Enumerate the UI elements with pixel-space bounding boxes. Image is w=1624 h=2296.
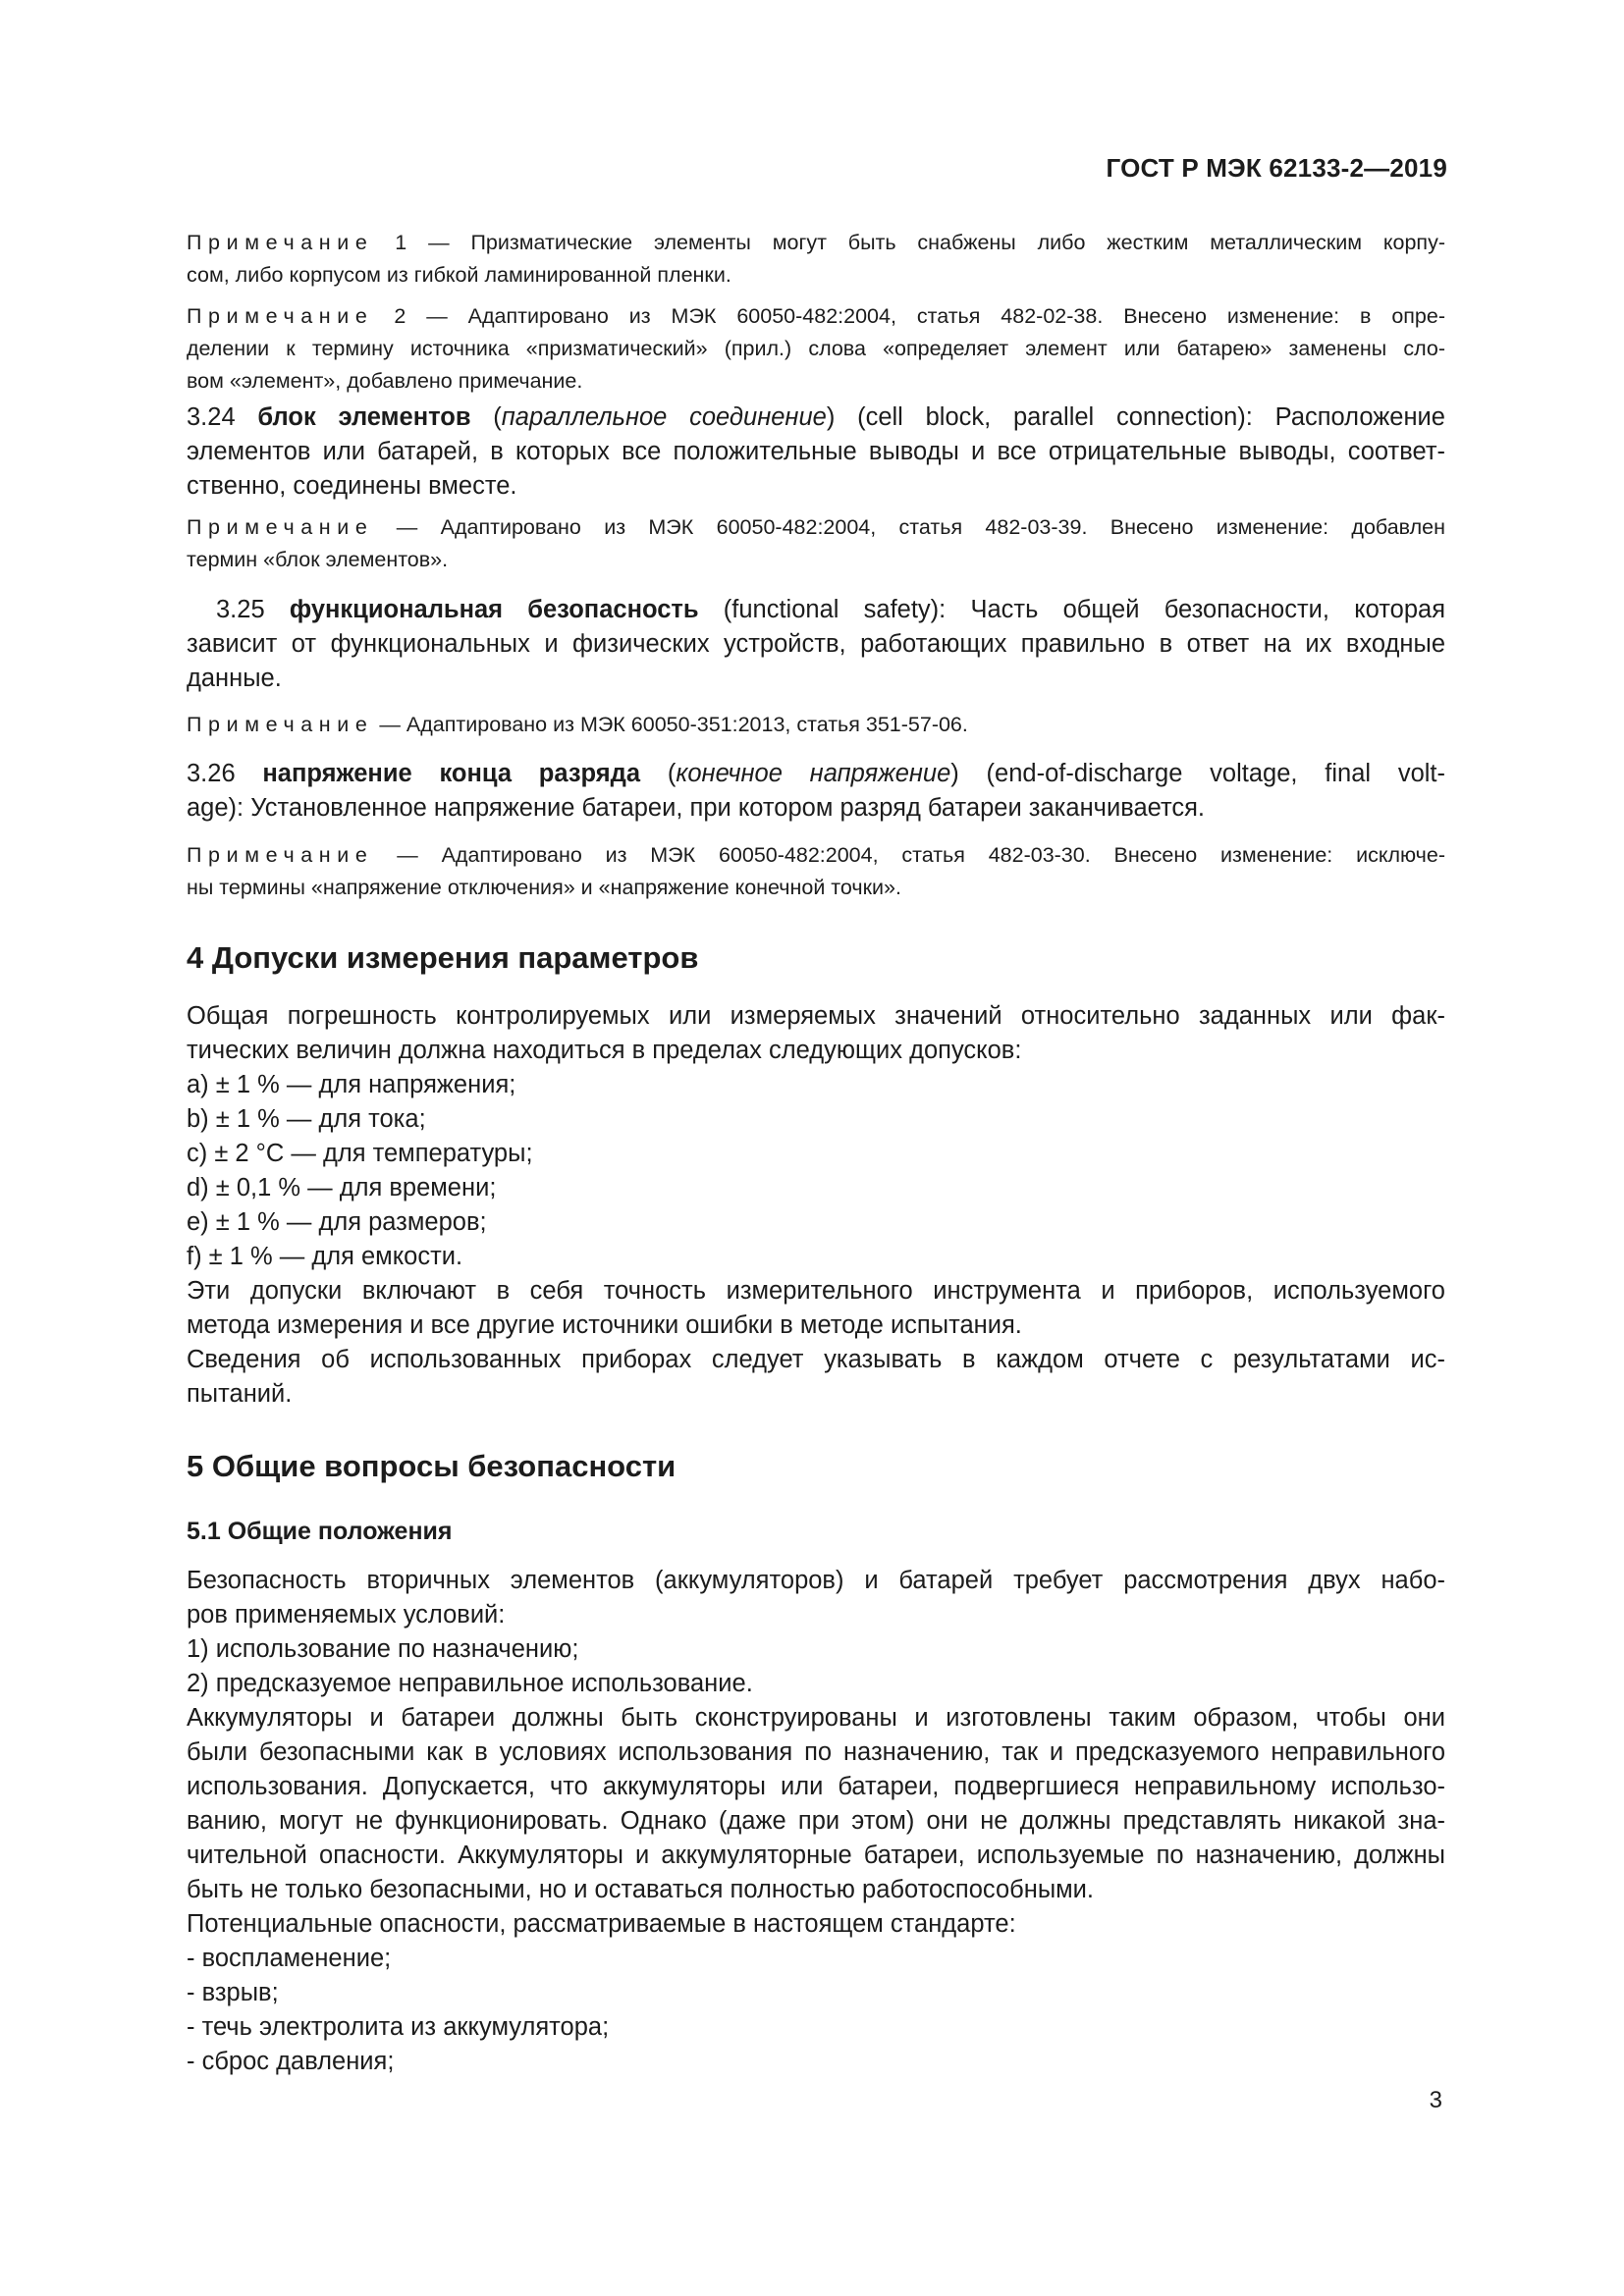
paren: ( [640, 760, 677, 787]
list-item: f) ± 1 % — для емкости. [187, 1243, 463, 1270]
hazard-item: - течь электролита из аккумулятора; [187, 2013, 610, 2041]
section-4-p3-line2: пытаний. [187, 1380, 293, 1408]
section-4-p1-line2: тических величин должна находиться в пределах следующих допусков: [187, 1037, 1022, 1064]
term-number: 3.25 [216, 596, 290, 623]
section-5-p2-line: чительной опасности. Аккумуляторы и аккумуляторные батареи, используемые по назначению, должны [187, 1842, 1445, 1869]
note-2-line3: вом «элемент», добавлено примечание. [187, 369, 583, 393]
note-1-text: 1 — Призматические элементы могут быть снабжены либо жестким металлическим корпу- [373, 231, 1445, 254]
term-3-26 [187, 757, 1445, 826]
section-5-p3: Потенциальные опасности, рассматриваемые в настоящем стандарте: [187, 1910, 1016, 1938]
document-code: ГОСТ Р МЭК 62133-2—2019 [1106, 153, 1447, 183]
note-label: Примечание [187, 843, 374, 867]
note-3-25 [187, 709, 1445, 741]
note-line2: ны термины «напряжение отключения» и «напряжение конечной точки». [187, 876, 901, 899]
note-1-label: Примечание [187, 231, 374, 254]
section-4-body [187, 999, 1445, 1412]
section-5-p2-line: были безопасными как в условиях использования по назначению, так и предсказуемого неправильного [187, 1738, 1445, 1766]
list-item: b) ± 1 % — для тока; [187, 1105, 426, 1133]
page-number: 3 [1429, 2087, 1442, 2113]
note-1-block [187, 227, 1445, 292]
list-item: a) ± 1 % — для напряжения; [187, 1071, 516, 1098]
term-synonym: конечное напряжение [676, 760, 951, 787]
list-item: 2) предсказуемое неправильное использование. [187, 1670, 753, 1697]
note-line2: термин «блок элементов». [187, 548, 449, 571]
hazard-item: - воспламенение; [187, 1945, 392, 1972]
section-5-p2-line: ванию, могут не функционировать. Однако (даже при этом) они не должны представлять никакой зна- [187, 1807, 1445, 1835]
note-2-text: 2 — Адаптировано из МЭК 60050-482:2004, статья 482-02-38. Внесено изменение: в опре- [373, 304, 1445, 328]
note-2-label: Примечание [187, 304, 374, 328]
term-3-25 [187, 593, 1445, 696]
term-text-line3: данные. [187, 665, 282, 692]
section-5-p1-line2: ров применяемых условий: [187, 1601, 506, 1629]
term-text-line3: ственно, соединены вместе. [187, 472, 517, 500]
term-text-line2: зависит от функциональных и физических устройств, работающих правильно в ответ на их входные [187, 630, 1445, 658]
section-5-title: 5 Общие вопросы безопасности [187, 1449, 677, 1483]
term-title: напряжение конца разряда [262, 760, 641, 787]
term-synonym: параллельное соединение [501, 403, 827, 431]
note-text: — Адаптировано из МЭК 60050-482:2004, статья 482-03-30. Внесено изменение: исключе- [373, 843, 1445, 867]
note-text: — Адаптировано из МЭК 60050-351:2013, статья 351-57-06. [373, 713, 968, 736]
term-number: 3.26 [187, 760, 263, 787]
note-3-26 [187, 839, 1445, 904]
section-4-p3-line1: Сведения об использованных приборах следует указывать в каждом отчете с результатами ис- [187, 1346, 1445, 1373]
section-5-p2-line: быть не только безопасными, но и оставаться полностью работоспособными. [187, 1876, 1095, 1903]
section-4-title: 4 Допуски измерения параметров [187, 940, 699, 975]
term-3-24 [187, 400, 1445, 504]
list-item: e) ± 1 % — для размеров; [187, 1208, 487, 1236]
section-5-p1-line1: Безопасность вторичных элементов (аккумуляторов) и батарей требует рассмотрения двух набо- [187, 1567, 1445, 1594]
list-item: c) ± 2 °С — для температуры; [187, 1140, 533, 1167]
section-5-p2-line: использования. Допускается, что аккумуляторы или батареи, подвергшиеся неправильному использо- [187, 1773, 1445, 1800]
note-3-24 [187, 511, 1445, 576]
section-4-p2-line1: Эти допуски включают в себя точность измерительного инструмента и приборов, используемого [187, 1277, 1445, 1305]
section-5-p2-line: Аккумуляторы и батареи должны быть сконструированы и изготовлены таким образом, чтобы они [187, 1704, 1445, 1732]
term-text-line2: age): Установленное напряжение батареи, при котором разряд батареи заканчивается. [187, 794, 1206, 822]
note-label: Примечание [187, 713, 374, 736]
note-1-line2: сом, либо корпусом из гибкой ламинированной пленки. [187, 263, 731, 287]
paren: ( [470, 403, 502, 431]
list-item: 1) использование по назначению; [187, 1635, 579, 1663]
term-text: ) (cell block, parallel connection): Расположение [826, 403, 1445, 431]
section-5-body [187, 1564, 1445, 2079]
hazard-item: - сброс давления; [187, 2048, 395, 2075]
note-2-line2: делении к термину источника «призматический» (прил.) слова «определяет элемент или батарею» заменены сло- [187, 337, 1445, 360]
term-title: блок элементов [257, 403, 471, 431]
section-4-p1-line1: Общая погрешность контролируемых или измеряемых значений относительно заданных или фак- [187, 1002, 1445, 1030]
note-2-block [187, 300, 1445, 398]
hazard-item: - взрыв; [187, 1979, 279, 2006]
note-text: — Адаптировано из МЭК 60050-482:2004, статья 482-03-39. Внесено изменение: добавлен [373, 515, 1445, 539]
term-number: 3.24 [187, 403, 258, 431]
note-label: Примечание [187, 515, 374, 539]
list-item: d) ± 0,1 % — для времени; [187, 1174, 497, 1201]
section-4-p2-line2: метода измерения и все другие источники ошибки в методе испытания. [187, 1311, 1022, 1339]
term-text: ) (end-of-discharge voltage, final volt- [950, 760, 1445, 787]
term-text: (functional safety): Часть общей безопасности, которая [698, 596, 1446, 623]
term-text-line2: элементов или батарей, в которых все положительные выводы и все отрицательные выводы, соответ- [187, 438, 1445, 465]
term-title: функциональная безопасность [289, 596, 699, 623]
subsection-5-1-title: 5.1 Общие положения [187, 1518, 453, 1545]
